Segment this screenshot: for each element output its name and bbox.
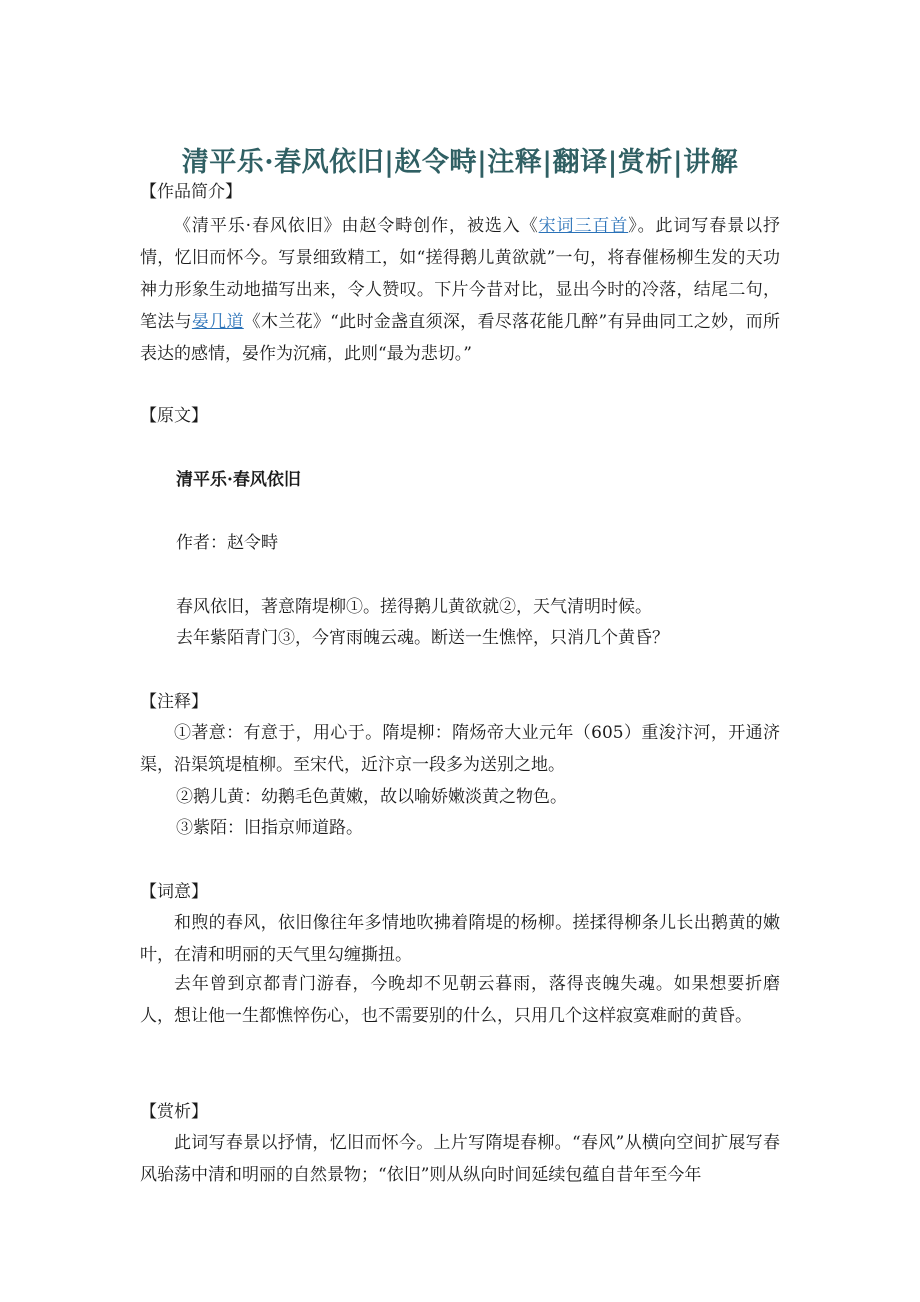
meaning-paragraph-2: 去年曾到京都青门游春，今晚却不见朝云暮雨，落得丧魄失魂。如果想要折磨人，想让他一生都憔悴伤心，也不需要别的什么，只用几个这样寂寞难耐的黄昏。 — [140, 974, 780, 1026]
note-2: ②鹅儿黄：幼鹅毛色黄嫩，故以喻娇嫩淡黄之物色。 — [176, 787, 567, 807]
intro-text-part2: 》。此词写春景以抒情，忆旧而怀今。写景细致精工，如“搓得鹅儿黄欲就”一句，将春催杨柳生发的天功神力形象生动地描写出来，令人赞叹。下片今昔对比，显出今时的冷落，结尾二句，笔法与 — [140, 216, 781, 332]
intro-text-part3: 《木兰花》“此时金盏直须深，看尽落花能几醉”有异曲同工之妙，而所表达的感情，晏作为沉痛，此则“最为悲切。” — [140, 312, 781, 364]
meaning-paragraph-1: 和煦的春风，依旧像往年多情地吹拂着隋堤的杨柳。搓揉得柳条儿长出鹅黄的嫩叶，在清和明丽的天气里勾缠撕扭。 — [140, 913, 780, 965]
intro-heading: 【作品简介】 — [140, 182, 242, 202]
appreciation-paragraph-1: 此词写春景以抒情，忆旧而怀今。上片写隋堤春柳。“春风”从横向空间扩展写春风骀荡中清和明丽的自然景物；“依旧”则从纵向时间延续包蕴自昔年至今年 — [140, 1133, 780, 1185]
intro-paragraph — [140, 210, 780, 370]
original-heading: 【原文】 — [140, 406, 208, 426]
notes-heading: 【注释】 — [140, 692, 208, 712]
song-ci-300-link[interactable]: 宋词三百首 — [538, 216, 629, 236]
poem-line-1: 春风依旧，著意隋堤柳①。搓得鹅儿黄欲就②，天气清明时候。 — [176, 597, 652, 617]
poem-line-2: 去年紫陌青门③，今宵雨魄云魂。断送一生憔悴，只消几个黄昏？ — [176, 628, 669, 648]
poem-title: 清平乐·春风依旧 — [176, 470, 301, 490]
note-1: ①著意：有意于，用心于。隋堤柳：隋炀帝大业元年（605）重浚汴河，开通济渠，沿渠筑堤植柳。至宋代，近汴京一段多为送别之地。 — [140, 723, 780, 775]
poem-author: 作者：赵令畤 — [176, 533, 278, 553]
meaning-heading: 【词意】 — [140, 882, 208, 902]
yan-jidao-link[interactable]: 晏几道 — [191, 312, 244, 332]
page-title: 清平乐·春风依旧|赵令畤|注释|翻译|赏析|讲解 — [181, 147, 739, 178]
intro-text-part1: 《清平乐·春风依旧》由赵令畤创作，被选入《 — [174, 216, 539, 236]
note-3: ③紫陌：旧指京师道路。 — [176, 818, 363, 838]
appreciation-heading: 【赏析】 — [140, 1102, 208, 1122]
